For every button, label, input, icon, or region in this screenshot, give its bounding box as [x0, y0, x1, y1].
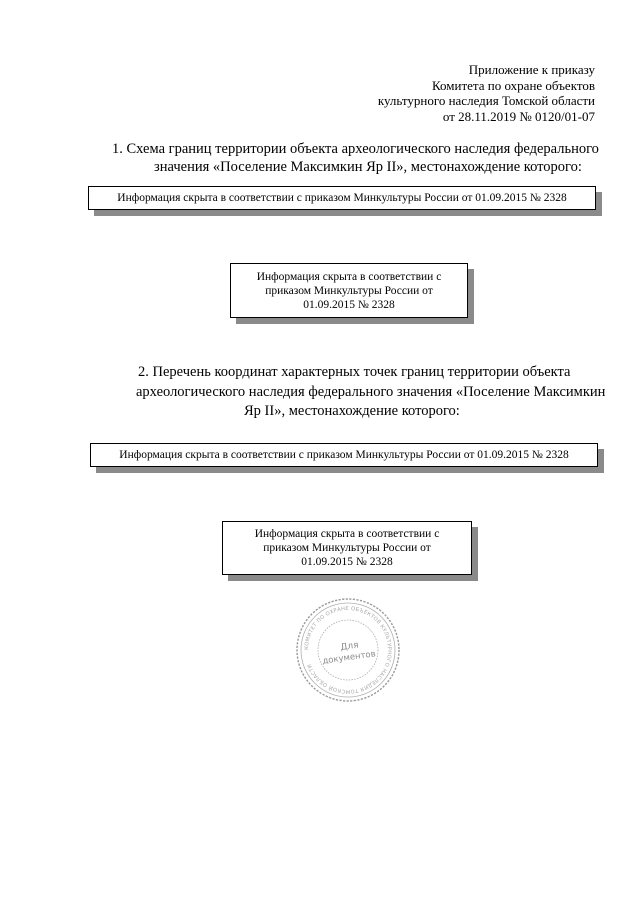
- hidden-info-notice-2-text: Информация скрыта в соответствии с приказом Минкультуры России от 01.09.2015 № 2328: [256, 270, 442, 311]
- appendix-header: [295, 62, 595, 124]
- appendix-line-1: Приложение к приказу: [468, 62, 595, 77]
- hidden-info-notice-4-text: Информация скрыта в соответствии с приказом Минкультуры России от 01.09.2015 № 2328: [254, 528, 440, 568]
- official-stamp: [294, 596, 402, 704]
- section-1-title-line-1: 1. Схема границ территории объекта археологического наследия федерального: [112, 141, 599, 157]
- appendix-line-3: культурного наследия Томской области: [377, 93, 595, 108]
- appendix-line-4: от 28.11.2019 № 0120/01-07: [442, 108, 595, 124]
- hidden-info-notice-2: [230, 263, 468, 318]
- stamp-center-text-1: Для: [339, 640, 360, 653]
- section-2-title-line-3: Яр II», местонахождение которого:: [244, 403, 460, 419]
- section-2-title-line-2: археологического наследия федерального значения «Поселение Максимкин: [136, 384, 606, 400]
- stamp-center-text-2: документов: [321, 649, 377, 667]
- appendix-line-2: Комитета по охране объектов: [432, 77, 595, 93]
- stamp-ring-text: КОМИТЕТ ПО ОХРАНЕ ОБЪЕКТОВ КУЛЬТУРНОГО НАСЛЕДИЯ ТОМСКОЙ ОБЛАСТИ: [303, 605, 393, 695]
- hidden-info-notice-1: Информация скрыта в соответствии с приказом Минкультуры России от 01.09.2015 № 2328: [88, 186, 596, 210]
- section-2-title-line-1: 2. Перечень координат характерных точек границ территории объекта: [138, 364, 571, 380]
- hidden-info-notice-4: [222, 521, 472, 575]
- hidden-info-notice-3: Информация скрыта в соответствии с приказом Минкультуры России от 01.09.2015 № 2328: [90, 443, 598, 467]
- section-1-title-line-2: значения «Поселение Максимкин Яр II», местонахождение которого:: [154, 159, 582, 175]
